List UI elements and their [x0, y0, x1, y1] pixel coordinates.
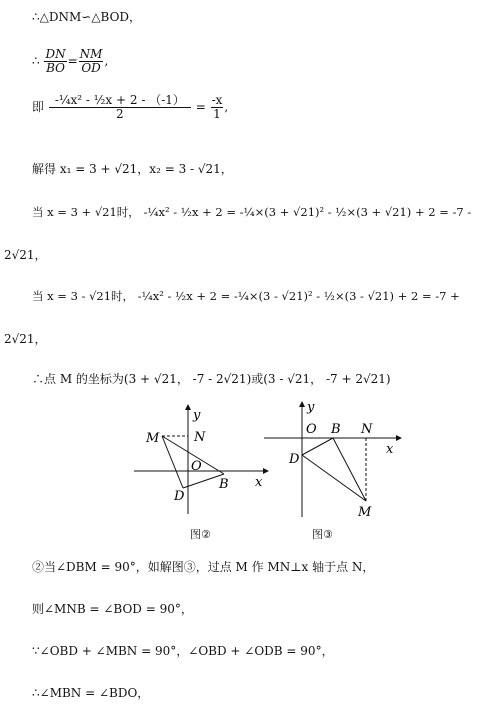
- line-9: [32, 370, 391, 387]
- figure-3-caption: 图③: [312, 528, 333, 541]
- point-m-coordinates: ∴点 M 的坐标为(3 + √21， -7 - 2√21)或(3 - √21， -7 + 2√21): [32, 372, 391, 386]
- line-11: [32, 600, 193, 617]
- line-4: [32, 160, 233, 177]
- line-12: [32, 642, 334, 659]
- fig3-o-label: O: [306, 422, 317, 437]
- case-2-result-tail: 2√21，: [4, 332, 47, 346]
- equation-right-fraction: $\frac{-x}{1}$: [211, 93, 223, 121]
- fig2-d-label: D: [174, 489, 185, 504]
- line-10: [32, 558, 374, 575]
- solutions-statement: 解得 x₁ = 3 + √21，x₂ = 3 - √21，: [32, 162, 233, 176]
- fig3-d-label: D: [289, 452, 300, 467]
- case-2-calculation: 当 x = 3 - √21时， -¼x² - ½x + 2 = -¼×(3 - √21)² - ½×(3 - √21) + 2 = -7 +: [32, 289, 460, 303]
- angle-equality-2: ∴∠MBN = ∠BDO，: [32, 686, 150, 700]
- similar-triangles-statement: ∴△DNM∽△BOD，: [32, 10, 142, 24]
- namely-label: 即: [32, 100, 45, 114]
- angle-equality-1: 则∠MNB = ∠BOD = 90°，: [32, 602, 193, 616]
- line-3: 即 $\frac{\text{-¼x² - ½x + 2 - （-1）}}{2}$ = $\frac{-x}{1}$ ,: [32, 93, 229, 121]
- line-5: [32, 204, 471, 220]
- fig3-n-label: N: [361, 422, 373, 437]
- case-dbm-statement: ②当∠DBM = 90°，如解图③，过点 M 作 MN⊥x 轴于点 N，: [32, 560, 375, 574]
- fig2-o-label: O: [191, 459, 202, 474]
- figure-2: [130, 400, 270, 525]
- case-1-result-tail: 2√21，: [4, 248, 47, 262]
- fig3-x-label: x: [386, 442, 394, 457]
- fig3-y-label: y: [307, 400, 315, 415]
- fig2-y-label: y: [193, 408, 201, 423]
- figure-2-caption: 图②: [190, 528, 211, 541]
- line-13: [32, 684, 149, 701]
- figure-3: [262, 397, 404, 522]
- line-1: [32, 8, 141, 25]
- fig2-m-label: M: [146, 431, 160, 446]
- equation-left-fraction: $\frac{\text{-¼x² - ½x + 2 - （-1）}}{2}$: [49, 94, 191, 121]
- case-1-calculation: 当 x = 3 + √21时， -¼x² - ½x + 2 = -¼×(3 + √21)² - ½×(3 + √21) + 2 = -7 -: [32, 205, 472, 219]
- fig2-x-label: x: [255, 475, 263, 490]
- line-8: [4, 330, 47, 347]
- fig2-n-label: N: [194, 430, 206, 445]
- fig2-b-label: B: [219, 477, 229, 492]
- fraction-dn-bo: $\frac{DN}{BO}$: [45, 47, 66, 75]
- line-6: [4, 246, 47, 263]
- line-2: ∴ $\frac{DN}{BO}$ = $\frac{NM}{OD}$ ,: [32, 47, 109, 75]
- therefore-symbol: ∴: [32, 54, 40, 68]
- fig3-b-label: B: [331, 422, 341, 437]
- line-7: [32, 288, 460, 304]
- angle-sum-statement: ∵∠OBD + ∠MBN = 90°，∠OBD + ∠ODB = 90°，: [32, 644, 334, 658]
- fraction-nm-od: $\frac{NM}{OD}$: [79, 47, 103, 75]
- fig3-m-label: M: [358, 505, 372, 520]
